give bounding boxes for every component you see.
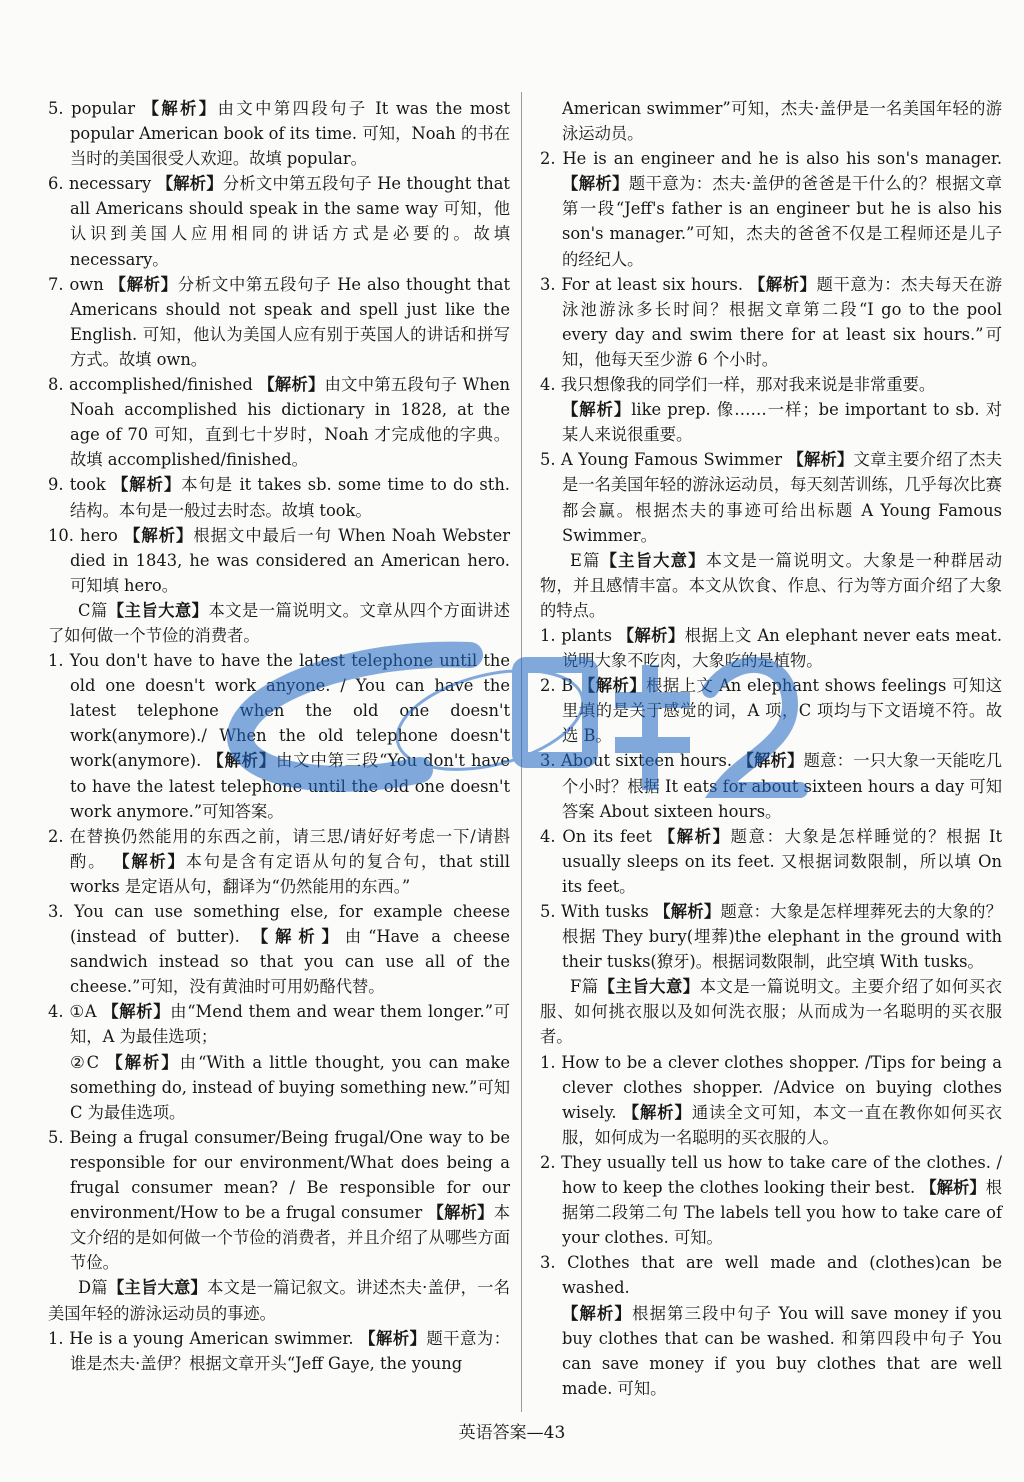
answer-item: 3. For at least six hours. 【解析】题干意为：杰夫每天在游泳池游泳多长时间？根据文章第二段“I go to the pool every day and swim there for at least six hours.”可知，他每天至少游 6 个小时。: [540, 274, 1002, 369]
answer-item: 3. About sixteen hours. 【解析】题意：一只大象一天能吃几个小时？根据 It eats for about sixteen hours a day 可知答案 About sixteen hours。: [540, 751, 1002, 821]
answer-item: 1. plants 【解析】根据上文 An elephant never eats meat. 说明大象不吃肉，大象吃的是植物。: [540, 625, 1002, 671]
answer-item: 【解析】like prep. 像……一样；be important to sb. 对某人来说很重要。: [562, 400, 1002, 445]
answer-item: 4. 我只想像我的同学们一样，那对我来说是非常重要。: [540, 375, 936, 395]
answer-item: 1. You don't have to have the latest telephone until the old one doesn't work anyone. / You can have the latest telephone when the old one doesn't work(anymore)./ When the old telephone doesn't work(anymore). 【解析】由文中第三段“You don't have to have the latest telephone until the old one doesn't work anymore.”可知答案。: [48, 651, 510, 821]
answer-item: 1. He is a young American swimmer. 【解析】题干意为：谁是杰夫·盖伊？根据文章开头“Jeff Gaye, the young: [48, 1328, 510, 1373]
left-column: [48, 96, 510, 1376]
answer-item: 9. took 【解析】本句是 it takes sb. some time to do sth. 结构。本句是一般过去时态。故填 took。: [48, 475, 510, 520]
right-column: [540, 96, 1002, 1401]
section-summary: D篇【主旨大意】本文是一篇记叙文。讲述杰夫·盖伊，一名美国年轻的游泳运动员的事迹。: [48, 1278, 510, 1323]
answer-item: 【解析】根据第三段中句子 You will save money if you buy clothes that can be washed. 和第四段中句子 You can save money if you buy clothes that are well made. 可知。: [562, 1303, 1002, 1398]
answer-item: 2. 在替换仍然能用的东西之前，请三思/请好好考虑一下/请斟酌。 【解析】本句是含有定语从句的复合句，that still works 是定语从句，翻译为“仍然能用的东西。”: [48, 826, 510, 896]
section-summary: C篇【主旨大意】本文是一篇说明文。文章从四个方面讲述了如何做一个节俭的消费者。: [48, 600, 510, 645]
column-divider: [521, 92, 522, 1412]
answer-item: 7. own 【解析】分析文中第五段句子 He also thought that Americans should not speak and spell just like the English. 可知，他认为美国人应有别于英国人的讲话和拼写方式。故填 own。: [48, 274, 511, 369]
answer-item: 5. Being a frugal consumer/Being frugal/One way to be responsible for our environment/What does being a frugal consumer mean? / Be responsible for our environment/How to be a frugal consumer 【解析】本文介绍的是如何做一个节俭的消费者，并且介绍了从哪些方面节俭。: [48, 1127, 510, 1273]
answer-item: 10. hero 【解析】根据文中最后一句 When Noah Webster died in 1843, he was considered an American hero. 可知填 hero。: [48, 525, 510, 595]
answer-item: 2. B 【解析】根据上文 An elephant shows feelings 可知这里填的是关于感觉的词，A 项，C 项均与下文语境不符。故选 B。: [540, 676, 1002, 746]
answer-item: 3. Clothes that are well made and (clothes)can be washed.: [540, 1253, 1002, 1298]
answer-item: 5. A Young Famous Swimmer 【解析】文章主要介绍了杰夫是一名美国年轻的游泳运动员，每天刻苦训练，几乎每次比赛都会赢。根据杰夫的事迹可给出标题 A Young Famous Swimmer。: [540, 450, 1002, 545]
section-summary: F篇【主旨大意】本文是一篇说明文。主要介绍了如何买衣服、如何挑衣服以及如何洗衣服；从而成为一名聪明的买衣服者。: [540, 977, 1002, 1047]
answer-item: 2. He is an engineer and he is also his son's manager. 【解析】题干意为：杰夫·盖伊的爸爸是干什么的？根据文章第一段“Jeff's father is an engineer but he is also his son's manager.”可知，杰夫的爸爸不仅是工程师还是儿子的经纪人。: [540, 149, 1002, 269]
answer-item: ②C 【解析】由“With a little thought, you can make something do, instead of buying something new.”可知 C 为最佳选项。: [70, 1052, 510, 1122]
answer-item: 5. popular 【解析】由文中第四段句子 It was the most popular American book of its time. 可知，Noah 的书在当时的美国很受人欢迎。故填 popular。: [48, 99, 510, 169]
answer-item: 6. necessary 【解析】分析文中第五段句子 He thought that all Americans should speak in the same way 可知，他认识到美国人应用相同的讲话方式是必要的。故填 necessary。: [48, 174, 510, 269]
answer-item: 4. On its feet 【解析】题意：大象是怎样睡觉的？根据 It usually sleeps on its feet. 又根据词数限制，所以填 On its feet。: [540, 826, 1003, 896]
page-footer: 英语答案—43: [458, 1423, 566, 1443]
answer-item: 3. You can use something else, for example cheese (instead of butter). 【解析】由“Have a cheese sandwich instead so that you can use all of the cheese.”可知，没有黄油时可用奶酪代替。: [48, 902, 510, 997]
answer-item: 8. accomplished/finished 【解析】由文中第五段句子 When Noah accomplished his dictionary in 1828, at the age of 70 可知，直到七十岁时，Noah 才完成他的字典。故填 accomplished/finished。: [48, 375, 510, 470]
answer-item: 1. How to be a clever clothes shopper. /Tips for being a clever clothes shopper. /Advice on buying clothes wisely. 【解析】通读全文可知，本文一直在教你如何买衣服，如何成为一名聪明的买衣服的人。: [540, 1052, 1002, 1147]
answer-item: American swimmer”可知，杰夫·盖伊是一名美国年轻的游泳运动员。: [562, 99, 1002, 144]
answer-item: 5. With tusks 【解析】题意：大象是怎样埋葬死去的大象的？根据 They bury(埋葬)the elephant in the ground with their tusks(獠牙)。根据词数限制，此空填 With tusks。: [540, 902, 1002, 972]
answer-item: 4. ①A 【解析】由“Mend them and wear them longer.”可知，A 为最佳选项；: [48, 1002, 510, 1047]
section-summary: E篇【主旨大意】本文是一篇说明文。大象是一种群居动物，并且感情丰富。本文从饮食、作息、行为等方面介绍了大象的特点。: [540, 550, 1002, 620]
answer-item: 2. They usually tell us how to take care of the clothes. / how to keep the clothes looking their best. 【解析】根据第二段第二句 The labels tell you how to take care of your clothes. 可知。: [540, 1152, 1002, 1248]
